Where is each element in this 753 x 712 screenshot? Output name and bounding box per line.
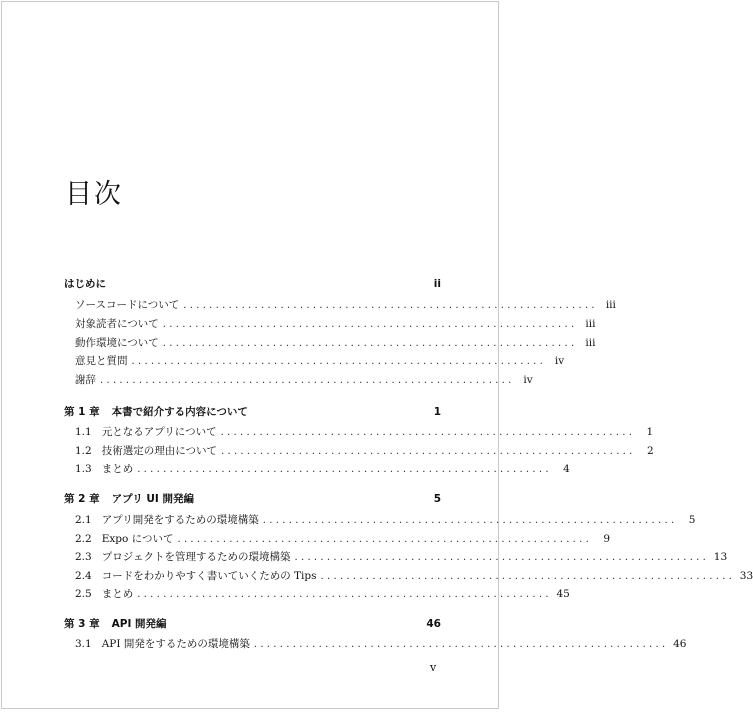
- toc-page-number: iv: [554, 355, 565, 367]
- leader-dots: ................................................................: [137, 589, 552, 600]
- section-number: 1.1: [75, 426, 92, 438]
- leader-dots: ................................................................: [177, 534, 593, 545]
- toc-page-number: 1: [646, 426, 654, 438]
- toc-page-number: iii: [585, 337, 596, 349]
- leader-dots: ................................................................: [220, 427, 636, 438]
- toc-page-number: 46: [426, 618, 441, 630]
- toc-page-number: 5: [688, 514, 696, 526]
- toc-entry[interactable]: [64, 353, 565, 371]
- page-folio: v: [430, 661, 437, 674]
- leader-dots: ................................................................: [183, 300, 598, 311]
- leader-dots: ................................................................: [262, 515, 678, 526]
- toc-entry[interactable]: [64, 335, 596, 353]
- leader-dots: ................................................................: [320, 571, 736, 582]
- section-title: まとめ: [101, 463, 134, 475]
- toc-section[interactable]: [64, 443, 654, 461]
- toc-entry-label: 謝辞: [75, 374, 96, 386]
- toc-page-number: 1: [433, 406, 441, 418]
- toc-entry-label: ソースコードについて: [75, 299, 180, 311]
- toc-page-number: 9: [603, 533, 611, 545]
- section-number: 1.2: [75, 445, 92, 457]
- section-number: 3.1: [75, 638, 92, 650]
- toc-page-number: 2: [646, 445, 654, 457]
- leader-dots: ................................................................: [253, 639, 669, 650]
- section-title: まとめ: [101, 588, 134, 600]
- toc-entry[interactable]: [64, 297, 616, 315]
- toc-page-number: 4: [563, 463, 570, 475]
- chapter-title: アプリ UI 開発編: [111, 493, 194, 505]
- section-title: コードをわかりやすく書いていくための Tips: [101, 570, 317, 582]
- section-title: Expo について: [101, 533, 174, 545]
- toc-section[interactable]: [64, 424, 654, 442]
- toc-chapter-2[interactable]: [64, 491, 441, 509]
- toc-section[interactable]: [64, 512, 696, 530]
- leader-dots: ................................................................: [221, 446, 636, 457]
- leader-dots: ................................................................: [137, 464, 552, 475]
- toc-section[interactable]: [64, 568, 753, 586]
- section-title: API 開発をするための環境構築: [101, 638, 250, 650]
- toc-page-number: iii: [585, 318, 596, 330]
- toc-entry-label: 意見と質問: [75, 355, 128, 367]
- toc-entry-label: 対象読者について: [75, 318, 159, 330]
- toc-page-number: 45: [556, 588, 570, 600]
- section-title: 技術選定の理由について: [101, 445, 217, 457]
- toc-page-number: iv: [523, 374, 533, 386]
- section-number: 2.1: [75, 514, 92, 526]
- toc-section[interactable]: [64, 531, 611, 549]
- chapter-title: 本書で紹介する内容について: [111, 406, 248, 418]
- leader-dots: ................................................................: [100, 375, 515, 386]
- page-title: 目次: [65, 179, 123, 210]
- chapter-title: API 開発編: [111, 618, 167, 630]
- toc-page-number: 5: [433, 493, 441, 505]
- section-number: 1.3: [75, 463, 92, 475]
- leader-dots: ................................................................: [162, 319, 578, 330]
- section-number: 2.5: [75, 588, 92, 600]
- leader-dots: ................................................................: [162, 338, 578, 349]
- toc-section[interactable]: [64, 636, 687, 654]
- toc-page-number: 46: [673, 638, 687, 650]
- toc-section[interactable]: [64, 549, 728, 567]
- section-number: 2.3: [75, 551, 92, 563]
- toc-entry[interactable]: [64, 372, 533, 390]
- toc-entry-label: 動作環境について: [75, 337, 159, 349]
- section-title: 元となるアプリについて: [101, 426, 217, 438]
- chapter-number: 第 3 章: [64, 618, 100, 630]
- chapter-number: 第 1 章: [64, 406, 100, 418]
- toc-entry[interactable]: [64, 316, 596, 334]
- leader-dots: ................................................................: [294, 552, 710, 563]
- toc-page-number: iii: [605, 299, 616, 311]
- toc-chapter-3[interactable]: [64, 616, 441, 634]
- section-number: 2.2: [75, 533, 92, 545]
- section-title: プロジェクトを管理するための環境構築: [101, 551, 291, 563]
- toc-page-number: 33: [739, 570, 753, 582]
- toc-page-number: ii: [433, 278, 441, 290]
- toc-page-number: 13: [713, 551, 728, 563]
- toc-section[interactable]: [64, 461, 570, 479]
- toc-heading-label: はじめに: [64, 278, 106, 290]
- section-title: アプリ開発をするための環境構築: [101, 514, 259, 526]
- chapter-number: 第 2 章: [64, 493, 100, 505]
- toc-heading-preface[interactable]: [64, 276, 441, 294]
- section-number: 2.4: [75, 570, 92, 582]
- toc-chapter-1[interactable]: [64, 404, 441, 422]
- toc-section[interactable]: [64, 586, 570, 604]
- leader-dots: ................................................................: [131, 356, 547, 367]
